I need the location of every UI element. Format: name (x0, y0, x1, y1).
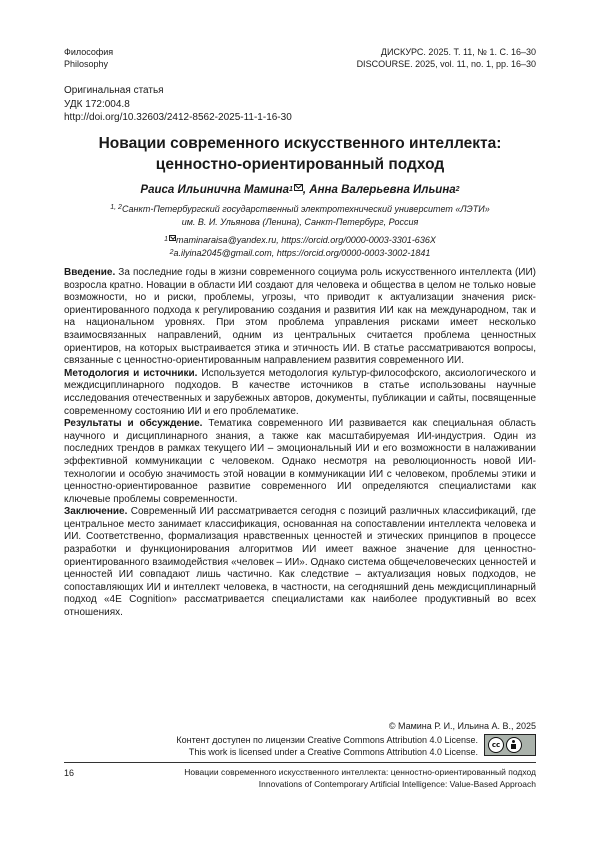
introduction-text: За последние годы в жизни современного социума роль искусственного интеллекта (ИИ) возросла кратно. Новации в области ИИ создают для человека и общества в целом не только новые возможности, но и риски, проблемы, угрозы, что приводит к актуализации значения риск-ориентированного подхода к регулированию создания и развития ИИ как на международном, так и на национальном уровнях. При этом проблема управления рисками имеет несколько взаимосвязанных направлений, одним из центральных считается проблема ценностных ориентиров, на которых выстраивается этика и этичность ИИ. В статье рассматриваются вопросы, связанные с ценностно-ориентированным направлением развития современного ИИ. (64, 267, 536, 367)
affiliation-line-1: Санкт-Петербургский государственный электротехнический университет «ЛЭТИ» (121, 204, 490, 214)
journal-header (357, 46, 536, 70)
envelope-icon (294, 184, 303, 191)
abstract-methodology (64, 368, 536, 418)
journal-citation-ru: ДИСКУРС. 2025. Т. 11, № 1. С. 16–30 (380, 47, 536, 57)
abstract-results (64, 418, 536, 506)
footer-divider (64, 762, 536, 763)
author-2: Анна Валерьевна Ильина (309, 184, 456, 196)
section-name-ru: Философия (64, 47, 114, 57)
license-block (116, 734, 536, 758)
affiliation-line-2: им. В. И. Ульянова (Ленина), Санкт-Петербург, Россия (181, 216, 419, 227)
running-title-ru: Новации современного искусственного интеллекта: ценностно-ориентированный подход (184, 767, 536, 777)
author-list (64, 183, 536, 198)
journal-citation-en: DISCOURSE. 2025, vol. 11, no. 1, pp. 16–30 (356, 59, 536, 69)
attribution-icon (506, 737, 522, 753)
contact-2[interactable]: a.ilyina2045@gmail.com, https://orcid.org/0000-0003-3002-1841 (173, 248, 431, 258)
author-1-affiliation-mark: 1 (288, 186, 293, 193)
title-line-1: Новации современного искусственного интеллекта: (98, 135, 502, 152)
contact-1[interactable]: maminaraisa@yandex.ru, https://orcid.org/0000-0003-3301-636X (176, 235, 436, 245)
section-name-en: Philosophy (64, 59, 109, 69)
results-text: Тематика современного ИИ развивается как специальная область научного и дисциплинарного знания, а также как масштабируемая ИИ-индустрия. Один из последних трендов в рамках текущего ИИ – эмоциональный ИИ и его возможности в налаживании эффективной коммуникации с человеком. Однако несмотря на революционность новой ИИ-технологии и особую значимость этой новации в коммуникации ИИ с человеком, проблемы этики и ценностно-ориентированное развитие современного ИИ определяются специалистами как ключевые проблемы современности. (64, 418, 537, 505)
author-separator: , (302, 184, 310, 196)
methodology-label: Методология и источники. (64, 367, 198, 379)
affiliation-mark: 1, 2 (110, 204, 122, 211)
license-text-ru: Контент доступен по лицензии Creative Commons Attribution 4.0 License. (176, 735, 478, 745)
section-header (64, 46, 113, 70)
affiliation (64, 203, 536, 228)
author-2-affiliation-mark: 2 (455, 186, 460, 193)
introduction-label: Введение. (64, 267, 116, 278)
cc-by-badge[interactable] (484, 734, 536, 756)
contact-1-mark: 1 (164, 236, 169, 243)
abstract-introduction (64, 267, 536, 368)
article-type: Оригинальная статья (64, 85, 164, 96)
results-label: Результаты и обсуждение. (64, 418, 203, 430)
license-text-en: This work is licensed under a Creative Commons Attribution 4.0 License. (188, 747, 478, 757)
author-1: Раиса Ильинична Мамина (140, 184, 289, 196)
abstract-conclusion (64, 506, 536, 619)
udc-code: УДК 172:004.8 (64, 98, 130, 110)
conclusion-text: Современный ИИ рассматривается сегодня с позиций различных классификаций, где центральное место занимает классификация, основанная на сопоставлении интеллекта человека и ИИ. Соответственно, формализация нравственных ценностей и этических принципов в процессе разработки и функционирования алгоритмов ИИ имеет важное значение для ценностно-ориентированного взаимодействия «человек – ИИ». Однако система общечеловеческих ценностей и ценностей ИИ совпадают лишь частично. Как следствие – актуализация новых подходов, не сопоставляющих ИИ и интеллект человека, в частности, на сегодняшний день междисциплинарный подход «4E Cognition» рассматривается специалистами как наиболее продуктивный во всех отношениях. (64, 506, 536, 619)
contact-list (64, 234, 536, 260)
envelope-icon (169, 235, 176, 241)
contact-2-mark: 2 (169, 249, 174, 256)
doi-link[interactable]: http://doi.org/10.32603/2412-8562-2025-11-1-16-30 (64, 112, 292, 123)
conclusion-label: Заключение. (64, 506, 128, 518)
article-meta (64, 84, 292, 125)
article-title (64, 133, 536, 175)
abstract (64, 267, 536, 620)
page-number: 16 (64, 768, 75, 778)
title-line-2: ценностно-ориентированный подход (155, 156, 445, 173)
methodology-text: Используется методология культур-философского, аксиологического и междисциплинарного подходов. В качестве источников в статье использованы научные исследования отечественных и зарубежных авторов, документы, публикации и сайты, посвященные современному состоянию ИИ и его проблематике. (64, 367, 536, 417)
copyright-notice: © Мамина Р. И., Ильина А. В., 2025 (388, 721, 536, 731)
creative-commons-icon: cc (488, 737, 504, 753)
running-footer (184, 767, 536, 790)
running-title-en: Innovations of Contemporary Artificial Intelligence: Value-Based Approach (258, 778, 536, 789)
